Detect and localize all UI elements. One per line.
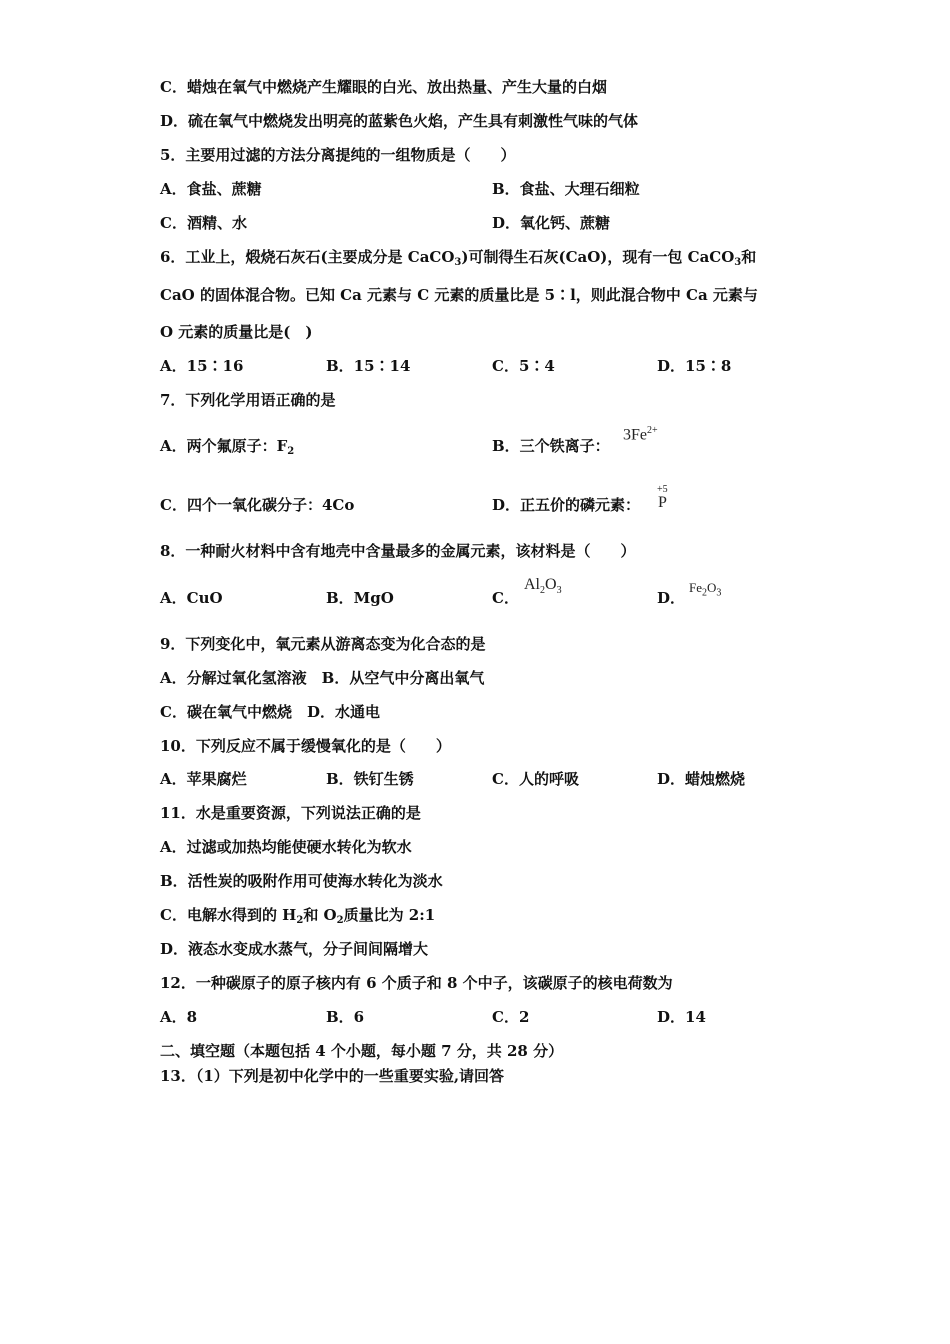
q5-option-a: A．食盐、蔗糖: [160, 180, 262, 198]
q10-option-d: D．蜡烛燃烧: [657, 770, 746, 788]
q10-option-a: A．苹果腐烂: [160, 770, 247, 788]
q9-options-ab: A．分解过氧化氢溶液 B．从空气中分离出氧气: [160, 669, 485, 687]
q7-option-d-valence: +5: [657, 484, 668, 495]
q8-option-d: D．: [657, 589, 686, 607]
q9-options-cd: C．碳在氧气中燃烧 D．水通电: [160, 703, 380, 721]
q7-option-b: B．三个铁离子：: [492, 437, 610, 455]
q8-option-c-formula: $Al_2O_3$: [524, 576, 562, 597]
q10-stem: 10．下列反应不属于缓慢氧化的是（ ）: [160, 737, 451, 755]
q6-stem-line3: O 元素的质量比是( ): [160, 323, 313, 341]
q7-option-d-element: P: [658, 494, 667, 511]
q5-option-c: C．酒精、水: [160, 214, 247, 232]
q12-option-c: C．2: [492, 1008, 530, 1026]
q6-option-c: C．5∶4: [492, 357, 555, 375]
q8-stem: 8．一种耐火材料中含有地壳中含量最多的金属元素，该材料是（ ）: [160, 542, 636, 560]
q11-option-b: B．活性炭的吸附作用可使海水转化为淡水: [160, 872, 443, 890]
q4-option-d: D．硫在氧气中燃烧发出明亮的蓝紫色火焰，产生具有刺激性气味的气体: [160, 112, 639, 130]
q12-option-b: B．6: [326, 1008, 365, 1026]
q6-stem-line1: 6．工业上，煅烧石灰石(主要成分是 CaCO$_3$)可制得生石灰(CaO)，现有一包 CaCO$_3$和: [160, 248, 757, 268]
q12-option-d: D．14: [657, 1008, 706, 1026]
q12-option-a: A．8: [160, 1008, 198, 1026]
q7-option-b-formula: $3Fe^{2+}$: [623, 425, 658, 444]
section-heading-fill-in: 二、填空题（本题包括 4 个小题，每小题 7 分，共 28 分）: [160, 1042, 564, 1060]
q6-stem-line2: CaO 的固体混合物。已知 Ca 元素与 C 元素的质量比是 5∶l，则此混合物中 Ca 元素与: [160, 286, 758, 304]
q6-option-b: B．15∶14: [326, 357, 411, 375]
q11-option-c: C．电解水得到的 $H_2$和 $O_2$质量比为 2:1: [160, 906, 436, 926]
q9-stem: 9．下列变化中，氧元素从游离态变为化合态的是: [160, 635, 486, 653]
q7-option-a: A．两个氟原子：$F_2$: [160, 437, 295, 457]
q8-option-c: C．: [492, 589, 519, 607]
q12-stem: 12．一种碳原子的原子核内有 6 个质子和 8 个中子，该碳原子的核电荷数为: [160, 974, 673, 992]
q5-option-d: D．氧化钙、蔗糖: [492, 214, 611, 232]
q8-option-d-formula: $Fe_2O_3$: [689, 580, 722, 599]
q7-option-c: C．四个一氧化碳分子：4Co: [160, 496, 355, 514]
q6-option-d: D．15∶8: [657, 357, 732, 375]
q5-option-b: B．食盐、大理石细粒: [492, 180, 640, 198]
q10-option-b: B．铁钉生锈: [326, 770, 414, 788]
q10-option-c: C．人的呼吸: [492, 770, 579, 788]
q5-stem: 5．主要用过滤的方法分离提纯的一组物质是（ ）: [160, 146, 516, 164]
q8-option-b: B．MgO: [326, 589, 394, 607]
q13-stem: 13．（1）下列是初中化学中的一些重要实验,请回答: [160, 1067, 505, 1085]
q7-option-d: D．正五价的磷元素：: [492, 496, 641, 514]
q8-option-a: A．CuO: [160, 589, 223, 607]
q4-option-c: C．蜡烛在氧气中燃烧产生耀眼的白光、放出热量、产生大量的白烟: [160, 78, 607, 96]
q11-option-d: D．液态水变成水蒸气，分子间间隔增大: [160, 940, 429, 958]
q7-stem: 7．下列化学用语正确的是: [160, 391, 336, 409]
q11-option-a: A．过滤或加热均能使硬水转化为软水: [160, 838, 412, 856]
q11-stem: 11．水是重要资源，下列说法正确的是: [160, 804, 421, 822]
q6-option-a: A．15∶16: [160, 357, 244, 375]
